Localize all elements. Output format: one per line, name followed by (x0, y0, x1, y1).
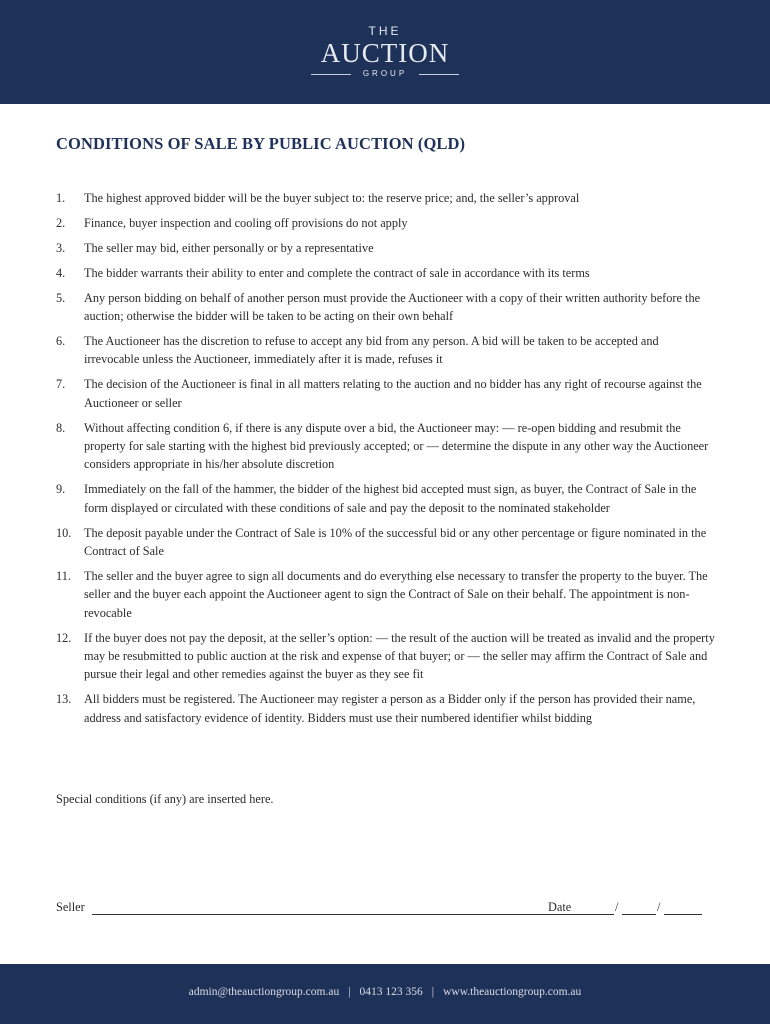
logo-auction: AUCTION (320, 38, 450, 68)
auction-group-logo (285, 22, 485, 84)
logo-group: GROUP (362, 69, 408, 78)
document-title: CONDITIONS OF SALE BY PUBLIC AUCTION (QLD) (56, 134, 466, 153)
condition-text: Any person bidding on behalf of another person must provide the Auctioneer with a copy of their written authority before the auction; otherwise the bidder will be taken to be acting on their own behalf (84, 290, 701, 324)
condition-text: If the buyer does not pay the deposit, at the seller’s option: — the result of the auction will be treated as invalid and the property may be resubmitted to public auction at the risk and expense of that buyer; or — the seller may affirm the Contract of Sale and pursue their legal and other remedies against the buyer as they see fit (84, 630, 715, 682)
condition-number: 8. (56, 420, 66, 435)
condition-item (56, 189, 716, 207)
condition-text: The deposit payable under the Contract of Sale is 10% of the successful bid or any other percentage or figure nominated in the Contract of Sale (84, 525, 707, 558)
date-label: Date (548, 900, 572, 914)
condition-text: Finance, buyer inspection and cooling off provisions do not apply (84, 215, 408, 230)
condition-item (56, 629, 716, 684)
footer-website: www.theauctiongroup.com.au (443, 986, 582, 998)
condition-item (56, 214, 716, 232)
date-slash: / (657, 900, 661, 914)
condition-number: 1. (56, 191, 66, 205)
date-slash: / (615, 900, 619, 914)
condition-text: The Auctioneer has the discretion to refuse to accept any bid from any person. A bid will be taken to be accepted and irrevocable unless the Auctioneer, immediately after it is made, refuses it (84, 333, 659, 367)
header-banner (0, 0, 770, 104)
condition-number: 12. (56, 630, 72, 645)
condition-text: The highest approved bidder will be the buyer subject to: the reserve price; and, the seller’s approval (84, 191, 580, 205)
logo-group-row (311, 68, 459, 80)
condition-number: 6. (56, 333, 66, 348)
footer-separator: | (431, 986, 435, 998)
condition-number: 5. (56, 290, 66, 305)
condition-number: 9. (56, 482, 66, 497)
condition-number: 10. (56, 525, 72, 540)
logo-the: THE (368, 24, 402, 38)
condition-text: Without affecting condition 6, if there is any dispute over a bid, the Auctioneer may: — re-open bidding and resubmit the property for sale starting with the highest bid previously accepted; or — determine the dispute in any other way the Auctioneer considers appropriate in his/her absolute discretion (84, 420, 709, 472)
footer-contact (0, 986, 770, 998)
condition-text: The seller may bid, either personally or by a representative (84, 240, 374, 255)
condition-text: The bidder warrants their ability to enter and complete the contract of sale in accordance with its terms (84, 265, 590, 280)
condition-text: The seller and the buyer agree to sign all documents and do everything else necessary to transfer the property to the buyer. The seller and the buyer each appoint the Auctioneer agent to sign the Contract of Sale on their behalf. The appointment is non-revocable (84, 568, 708, 620)
condition-item (56, 289, 716, 326)
condition-item (56, 264, 716, 282)
date-year-line (664, 914, 702, 915)
condition-text: Immediately on the fall of the hammer, the bidder of the highest bid accepted must sign, as buyer, the Contract of Sale in the form displayed or circulated with these conditions of sale and pay the deposit to the nominated stakeholder (84, 482, 697, 515)
conditions-list (56, 189, 716, 734)
condition-item (56, 332, 716, 369)
condition-item (56, 690, 716, 727)
condition-item (56, 567, 716, 622)
condition-text: The decision of the Auctioneer is final in all matters relating to the auction and no bidder has any right of recourse against the Auctioneer or seller (84, 377, 702, 410)
condition-item (56, 419, 716, 474)
special-conditions-note: Special conditions (if any) are inserted here. (56, 792, 274, 806)
seller-label: Seller (56, 900, 85, 914)
logo-rule-right (419, 74, 459, 75)
condition-number: 3. (56, 240, 66, 255)
condition-number: 11. (56, 568, 71, 583)
footer-banner (0, 964, 770, 1024)
date-month-line (622, 914, 656, 915)
condition-item (56, 239, 716, 257)
seller-signature-line (92, 914, 596, 915)
condition-number: 4. (56, 265, 66, 280)
logo-rule-left (311, 74, 351, 75)
condition-number: 13. (56, 692, 72, 707)
condition-item (56, 480, 716, 517)
footer-separator: | (348, 986, 351, 998)
condition-number: 7. (56, 377, 66, 392)
date-day-line (586, 914, 614, 915)
condition-number: 2. (56, 215, 66, 230)
footer-phone: 0413 123 356 (359, 986, 423, 998)
condition-item (56, 524, 716, 561)
footer-email: admin@theauctiongroup.com.au (188, 986, 340, 998)
signature-row (56, 898, 716, 918)
condition-text: All bidders must be registered. The Auctioneer may register a person as a Bidder only if the person has provided their name, address and satisfactory evidence of identity. Bidders must use their numbered identifier whilst bidding (84, 692, 696, 725)
condition-item (56, 375, 716, 412)
